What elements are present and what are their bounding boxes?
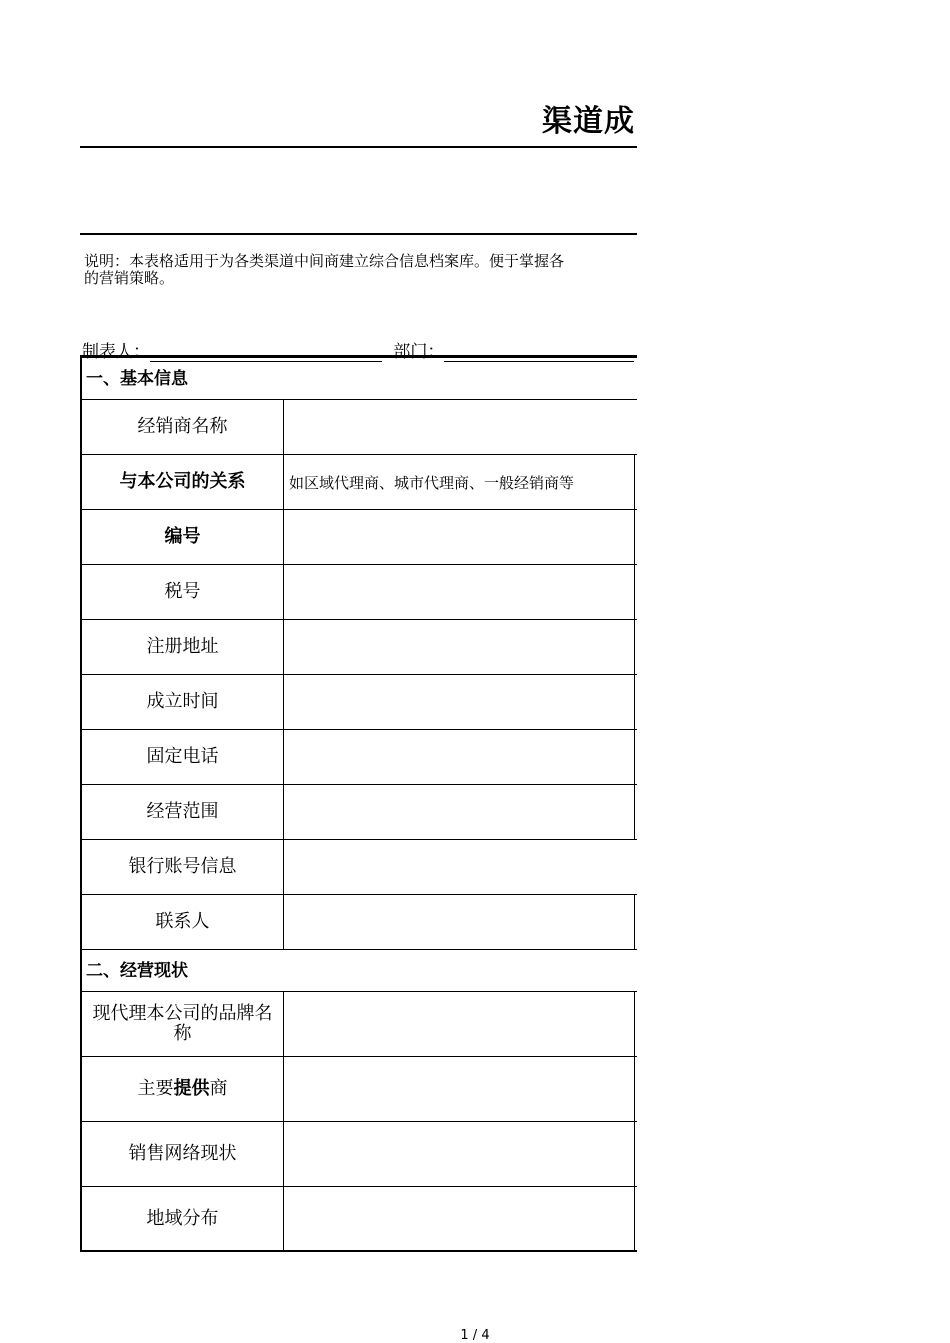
table-row xyxy=(80,840,637,895)
page-number: 1 / 4 xyxy=(460,1328,490,1343)
row-label: 税号 xyxy=(82,565,284,619)
table-row xyxy=(80,730,637,785)
maker-label: 制表人： xyxy=(82,342,150,362)
table-row xyxy=(80,992,637,1057)
row-value[interactable]: 如区域代理商、城市代理商、一般经销商等 xyxy=(285,455,635,509)
row-value[interactable] xyxy=(285,620,635,674)
row-label-bold: 提供 xyxy=(173,1078,210,1099)
row-label xyxy=(82,1057,284,1121)
table-row xyxy=(80,400,637,455)
row-label: 与本公司的关系 xyxy=(82,455,284,509)
section-header: 一、基本信息 xyxy=(80,358,637,400)
header-divider xyxy=(80,233,637,235)
table-row xyxy=(80,1057,637,1122)
table-row xyxy=(80,1187,637,1252)
row-value[interactable] xyxy=(285,785,635,839)
row-value[interactable] xyxy=(285,1057,635,1121)
table-row xyxy=(80,785,637,840)
section-header: 二、经营现状 xyxy=(80,950,637,992)
row-value[interactable] xyxy=(285,675,635,729)
table-row xyxy=(80,565,637,620)
table-row xyxy=(80,1122,637,1187)
table-row xyxy=(80,455,637,510)
row-label: 注册地址 xyxy=(82,620,284,674)
dept-label: 部门： xyxy=(393,342,445,362)
row-label: 成立时间 xyxy=(82,675,284,729)
description-text: 说明：本表格适用于为各类渠道中间商建立综合信息档案库。便于掌握各 的营销策略。 xyxy=(84,252,565,287)
row-value[interactable] xyxy=(285,565,635,619)
row-value[interactable] xyxy=(285,840,635,894)
row-value[interactable] xyxy=(285,510,635,564)
document-title: 渠道成 xyxy=(542,104,635,139)
row-label: 固定电话 xyxy=(82,730,284,784)
table-row xyxy=(80,510,637,565)
row-label: 销售网络现状 xyxy=(82,1122,284,1186)
row-value[interactable] xyxy=(285,895,635,949)
row-label: 银行账号信息 xyxy=(82,840,284,894)
row-value[interactable] xyxy=(285,730,635,784)
row-label: 现代理本公司的品牌名称 xyxy=(82,992,284,1056)
title-underline xyxy=(80,146,637,148)
row-value[interactable] xyxy=(285,400,635,454)
row-label: 编号 xyxy=(82,510,284,564)
row-label: 联系人 xyxy=(82,895,284,949)
row-label: 经销商名称 xyxy=(82,400,284,454)
row-label: 地域分布 xyxy=(82,1187,284,1250)
row-value[interactable] xyxy=(285,1187,635,1250)
row-label-prefix: 主要 xyxy=(137,1078,174,1099)
row-label-suffix: 商 xyxy=(209,1078,228,1099)
row-label: 经营范围 xyxy=(82,785,284,839)
table-row xyxy=(80,675,637,730)
row-value[interactable] xyxy=(285,1122,635,1186)
table-row xyxy=(80,620,637,675)
table-row xyxy=(80,895,637,950)
info-table xyxy=(80,355,637,1252)
row-value[interactable] xyxy=(285,992,635,1056)
